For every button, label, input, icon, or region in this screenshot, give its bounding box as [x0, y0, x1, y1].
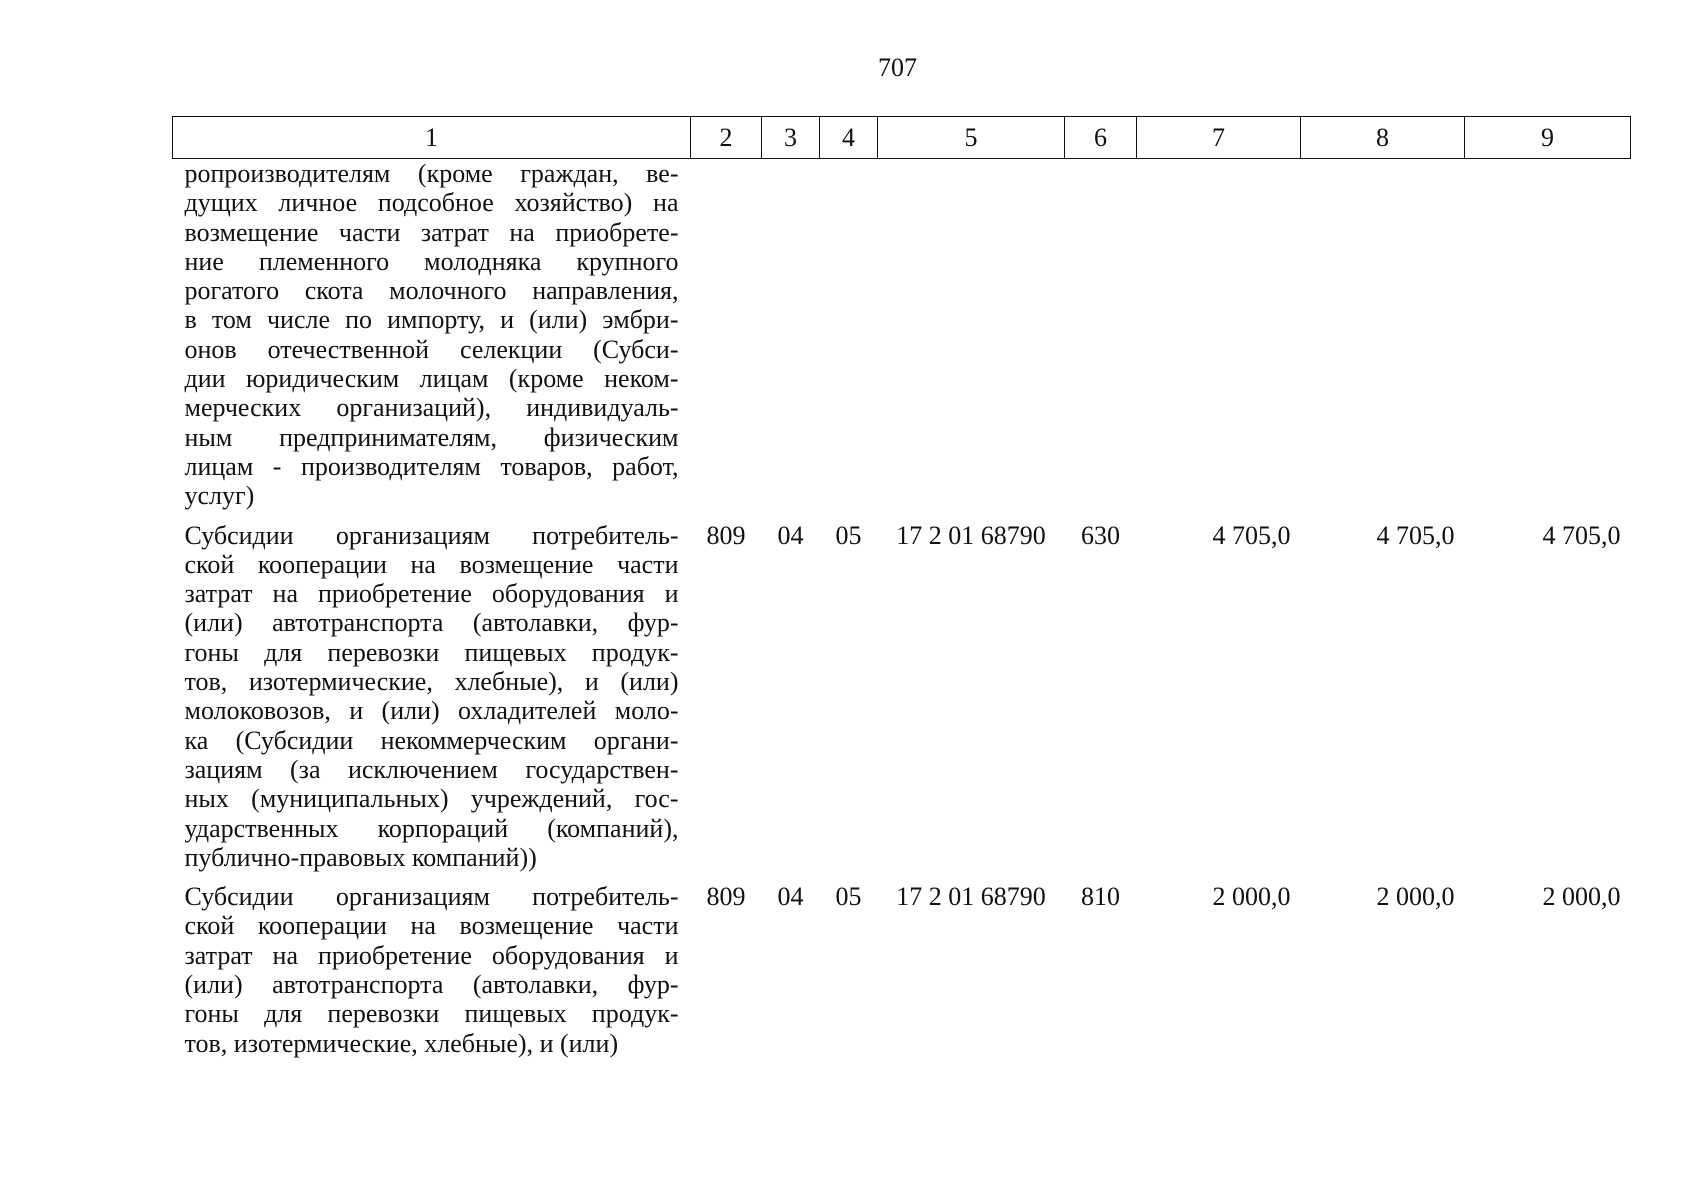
- expense-type-cell: 630: [1081, 520, 1120, 550]
- amount-year3-cell: 4 705,0: [1542, 520, 1621, 550]
- description-line: тов, изотермические, хлебные), и (или): [184, 667, 679, 697]
- table-header-row: [173, 117, 1631, 159]
- row-description: [173, 521, 691, 883]
- column-header: 9: [1465, 117, 1631, 159]
- table-row: [173, 521, 1631, 883]
- column-header: 1: [173, 117, 691, 159]
- row-description: [173, 159, 691, 521]
- ministry-code-cell: [691, 159, 762, 521]
- column-header: 8: [1301, 117, 1465, 159]
- section-code-cell: 04: [777, 882, 804, 912]
- description-line: ропроизводителям (кроме граждан, ве-: [184, 159, 679, 188]
- table-row: [173, 159, 1631, 521]
- description-line: (или) автотранспорта (автолавки, фур-: [184, 970, 679, 1000]
- ministry-code-cell: 809: [706, 520, 746, 550]
- description-line: затрат на приобретение оборудования и: [184, 940, 679, 970]
- amount-year1-cell: 4 705,0: [1212, 520, 1291, 550]
- description-line: молоковозов, и (или) охладителей моло-: [184, 696, 679, 726]
- description-line: рогатого скота молочного направления,: [184, 276, 679, 306]
- description-line: зациям (за исключением государствен-: [184, 754, 679, 784]
- description-line: лицам - производителям товаров, работ,: [184, 451, 679, 481]
- column-header: 7: [1137, 117, 1301, 159]
- description-line: гоны для перевозки пищевых продук-: [184, 637, 679, 667]
- amount-year1-cell: [1137, 159, 1301, 521]
- description-line: онов отечественной селекции (Субси-: [184, 334, 679, 364]
- target-article-cell: [878, 159, 1065, 521]
- column-header: 3: [762, 117, 820, 159]
- subsection-code-cell: 05: [835, 882, 862, 912]
- table-row: [173, 882, 1631, 1068]
- amount-year3-cell: 2 000,0: [1542, 882, 1621, 912]
- description-line: ка (Субсидии некоммерческим органи-: [184, 725, 679, 755]
- target-article-cell: 17 2 01 68790: [896, 882, 1046, 912]
- description-line: затрат на приобретение оборудования и: [184, 579, 679, 609]
- expense-type-cell: [1065, 159, 1137, 521]
- ministry-code-cell: 809: [706, 882, 746, 912]
- section-code-cell: 04: [777, 520, 804, 550]
- amount-year2-cell: 2 000,0: [1376, 882, 1455, 912]
- description-line: Субсидии организациям потребитель-: [184, 882, 679, 912]
- amount-year2-cell: [1301, 159, 1465, 521]
- page-number: 707: [878, 53, 917, 82]
- subsection-code-cell: [820, 159, 878, 521]
- description-line: ской кооперации на возмещение части: [184, 549, 679, 579]
- column-header: 5: [878, 117, 1065, 159]
- description-line: ние племенного молодняка крупного: [184, 246, 679, 276]
- description-line: дии юридическим лицам (кроме неком-: [184, 364, 679, 394]
- amount-year2-cell: 4 705,0: [1376, 520, 1455, 550]
- subsection-code-cell: 05: [835, 520, 862, 550]
- column-header: 2: [691, 117, 762, 159]
- description-line: Субсидии организациям потребитель-: [184, 520, 679, 550]
- amount-year1-cell: 2 000,0: [1212, 882, 1291, 912]
- table-body: [173, 159, 1631, 1068]
- amount-year3-cell: [1465, 159, 1631, 521]
- target-article-cell: 17 2 01 68790: [896, 520, 1046, 550]
- description-line: ударственных корпораций (компаний),: [184, 813, 679, 843]
- budget-table: [172, 116, 1631, 1068]
- description-line: ных (муниципальных) учреждений, гос-: [184, 784, 679, 814]
- description-line: ным предпринимателям, физическим: [184, 422, 679, 452]
- description-line: ской кооперации на возмещение части: [184, 911, 679, 941]
- description-line: (или) автотранспорта (автолавки, фур-: [184, 608, 679, 638]
- description-line: тов, изотермические, хлебные), и (или): [184, 1028, 619, 1058]
- column-header: 4: [820, 117, 878, 159]
- description-line: в том числе по импорту, и (или) эмбри-: [184, 305, 679, 335]
- description-line: гоны для перевозки пищевых продук-: [184, 999, 679, 1029]
- section-code-cell: [762, 159, 820, 521]
- description-line: дущих личное подсобное хозяйство) на: [184, 188, 679, 218]
- description-line: услуг): [184, 481, 255, 511]
- column-header: 6: [1065, 117, 1137, 159]
- description-line: возмещение части затрат на приобрете-: [184, 217, 679, 247]
- row-description: [173, 882, 691, 1068]
- description-line: мерческих организаций), индивидуаль-: [184, 393, 679, 423]
- expense-type-cell: 810: [1081, 882, 1120, 912]
- description-line: публично-правовых компаний)): [184, 842, 537, 872]
